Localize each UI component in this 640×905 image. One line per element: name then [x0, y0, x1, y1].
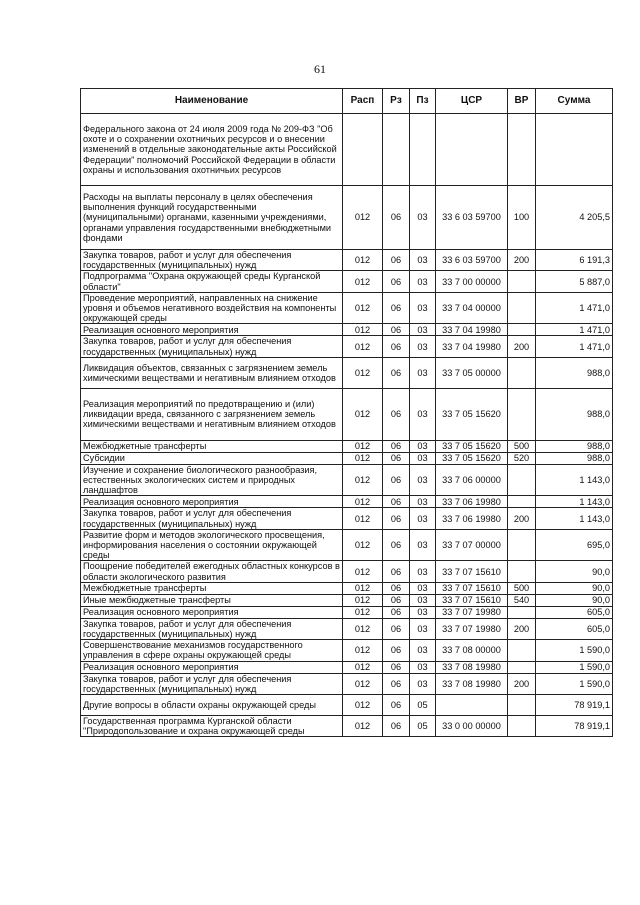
cell-csr: 33 7 04 19980: [436, 336, 508, 357]
table-row: [81, 673, 613, 694]
cell-sum: 695,0: [536, 529, 613, 561]
cell-pz: 03: [410, 529, 436, 561]
cell-rasp: 012: [343, 271, 383, 292]
cell-pz: 03: [410, 292, 436, 324]
cell-csr: 33 6 03 59700: [436, 186, 508, 250]
cell-pz: [410, 114, 436, 186]
cell-sum: 90,0: [536, 561, 613, 582]
cell-name: Межбюджетные трансферты: [81, 440, 343, 452]
cell-csr: 33 7 05 00000: [436, 357, 508, 388]
table-row: [81, 464, 613, 496]
table-row: [81, 496, 613, 508]
cell-rz: 06: [383, 561, 410, 582]
cell-csr: 33 6 03 59700: [436, 250, 508, 271]
cell-vr: [508, 496, 536, 508]
cell-rasp: 012: [343, 529, 383, 561]
cell-rasp: 012: [343, 618, 383, 639]
cell-csr: 33 7 08 19980: [436, 673, 508, 694]
cell-pz: 03: [410, 594, 436, 606]
cell-vr: [508, 529, 536, 561]
table-row: [81, 695, 613, 716]
cell-name: Реализация мероприятий по предотвращению и (или) ликвидации вреда, связанного с загрязнением земель химическими веществами и негативным влиянием отходов: [81, 388, 343, 440]
cell-name: Реализация основного мероприятия: [81, 496, 343, 508]
cell-sum: 5 887,0: [536, 271, 613, 292]
cell-name: Закупка товаров, работ и услуг для обеспечения государственных (муниципальных) нужд: [81, 673, 343, 694]
table-row: [81, 336, 613, 357]
cell-vr: [508, 561, 536, 582]
table-row: [81, 594, 613, 606]
cell-rasp: 012: [343, 695, 383, 716]
cell-name: Совершенствование механизмов государственного управления в сфере охраны окружающей среды: [81, 640, 343, 661]
cell-csr: 33 7 07 15610: [436, 582, 508, 594]
cell-name: Закупка товаров, работ и услуг для обеспечения государственных (муниципальных) нужд: [81, 508, 343, 529]
cell-name: Другие вопросы в области охраны окружающей среды: [81, 695, 343, 716]
cell-rasp: 012: [343, 508, 383, 529]
cell-name: Подпрограмма "Охрана окружающей среды Курганской области": [81, 271, 343, 292]
header-vr: ВР: [508, 89, 536, 114]
cell-csr: 33 7 07 15610: [436, 561, 508, 582]
cell-rasp: 012: [343, 673, 383, 694]
cell-name: Изучение и сохранение биологического разнообразия, естественных экологических систем и природных ландшафтов: [81, 464, 343, 496]
cell-sum: 1 143,0: [536, 464, 613, 496]
cell-vr: [508, 292, 536, 324]
cell-vr: 200: [508, 673, 536, 694]
table-row: [81, 661, 613, 673]
table-row: [81, 529, 613, 561]
cell-csr: 33 7 07 00000: [436, 529, 508, 561]
cell-vr: 100: [508, 186, 536, 250]
cell-vr: [508, 606, 536, 618]
cell-pz: 03: [410, 606, 436, 618]
cell-rz: 06: [383, 292, 410, 324]
cell-pz: 05: [410, 695, 436, 716]
cell-vr: [508, 388, 536, 440]
cell-vr: [508, 716, 536, 737]
cell-rz: 06: [383, 440, 410, 452]
cell-pz: 03: [410, 388, 436, 440]
cell-name: Межбюджетные трансферты: [81, 582, 343, 594]
cell-name: Расходы на выплаты персоналу в целях обеспечения выполнения функций государственными (муниципальными) органами, казенными учреждениями, органами управления государственными внебюджетными фондами: [81, 186, 343, 250]
cell-vr: [508, 271, 536, 292]
cell-name: Поощрение победителей ежегодных областных конкурсов в области экологического развития: [81, 561, 343, 582]
cell-rasp: 012: [343, 606, 383, 618]
cell-sum: 988,0: [536, 357, 613, 388]
cell-sum: 1 590,0: [536, 673, 613, 694]
cell-vr: [508, 640, 536, 661]
cell-name: Ликвидация объектов, связанных с загрязнением земель химическими веществами и негативным влиянием отходов: [81, 357, 343, 388]
header-rasp: Расп: [343, 89, 383, 114]
cell-csr: 33 7 08 19980: [436, 661, 508, 673]
cell-rasp: 012: [343, 452, 383, 464]
cell-pz: 03: [410, 661, 436, 673]
cell-rz: 06: [383, 716, 410, 737]
cell-pz: 03: [410, 508, 436, 529]
cell-pz: 03: [410, 186, 436, 250]
cell-rasp: 012: [343, 716, 383, 737]
cell-csr: 33 7 07 19980: [436, 618, 508, 639]
cell-rasp: 012: [343, 324, 383, 336]
cell-pz: 05: [410, 716, 436, 737]
cell-vr: 500: [508, 440, 536, 452]
cell-sum: 1 143,0: [536, 508, 613, 529]
cell-rasp: 012: [343, 336, 383, 357]
cell-sum: 1 471,0: [536, 336, 613, 357]
cell-pz: 03: [410, 618, 436, 639]
cell-sum: 1 471,0: [536, 324, 613, 336]
cell-rasp: 012: [343, 292, 383, 324]
cell-rz: 06: [383, 661, 410, 673]
cell-sum: 988,0: [536, 452, 613, 464]
cell-pz: 03: [410, 464, 436, 496]
cell-csr: 33 7 06 00000: [436, 464, 508, 496]
cell-name: Государственная программа Курганской области "Природопользование и охрана окружающей среды: [81, 716, 343, 737]
cell-vr: [508, 661, 536, 673]
cell-sum: 605,0: [536, 606, 613, 618]
cell-csr: [436, 695, 508, 716]
cell-name: Реализация основного мероприятия: [81, 661, 343, 673]
cell-rz: 06: [383, 357, 410, 388]
cell-csr: 33 7 00 00000: [436, 271, 508, 292]
cell-csr: 33 7 04 19980: [436, 324, 508, 336]
cell-pz: 03: [410, 496, 436, 508]
cell-name: Закупка товаров, работ и услуг для обеспечения государственных (муниципальных) нужд: [81, 250, 343, 271]
cell-csr: 33 0 00 00000: [436, 716, 508, 737]
cell-csr: 33 7 06 19980: [436, 496, 508, 508]
cell-rz: 06: [383, 582, 410, 594]
cell-pz: 03: [410, 357, 436, 388]
cell-rasp: 012: [343, 464, 383, 496]
table-row: [81, 271, 613, 292]
cell-csr: 33 7 08 00000: [436, 640, 508, 661]
cell-rz: 06: [383, 452, 410, 464]
cell-rz: 06: [383, 673, 410, 694]
cell-rasp: 012: [343, 661, 383, 673]
cell-sum: 1 471,0: [536, 292, 613, 324]
cell-csr: [436, 114, 508, 186]
table-row: [81, 250, 613, 271]
cell-vr: 200: [508, 508, 536, 529]
cell-sum: 1 590,0: [536, 640, 613, 661]
cell-rz: 06: [383, 508, 410, 529]
cell-rasp: 012: [343, 640, 383, 661]
cell-sum: 6 191,3: [536, 250, 613, 271]
table-row: [81, 440, 613, 452]
cell-rz: [383, 114, 410, 186]
cell-name: Развитие форм и методов экологического просвещения, информирования населения о состоянии окружающей среды: [81, 529, 343, 561]
cell-rasp: 012: [343, 440, 383, 452]
table-row: [81, 640, 613, 661]
table-row: [81, 292, 613, 324]
cell-pz: 03: [410, 582, 436, 594]
cell-rz: 06: [383, 594, 410, 606]
header-pz: Пз: [410, 89, 436, 114]
cell-pz: 03: [410, 250, 436, 271]
cell-sum: 4 205,5: [536, 186, 613, 250]
cell-vr: 200: [508, 250, 536, 271]
cell-sum: 1 143,0: [536, 496, 613, 508]
page-number: 61: [314, 62, 326, 76]
table-row: [81, 452, 613, 464]
cell-csr: 33 7 05 15620: [436, 388, 508, 440]
table-row: [81, 324, 613, 336]
table-row: [81, 582, 613, 594]
table-row: [81, 561, 613, 582]
cell-vr: 200: [508, 336, 536, 357]
cell-vr: [508, 464, 536, 496]
cell-sum: [536, 114, 613, 186]
cell-csr: 33 7 06 19980: [436, 508, 508, 529]
cell-csr: 33 7 05 15620: [436, 452, 508, 464]
cell-rasp: 012: [343, 250, 383, 271]
cell-csr: 33 7 07 19980: [436, 606, 508, 618]
cell-pz: 03: [410, 673, 436, 694]
cell-rz: 06: [383, 496, 410, 508]
cell-sum: 1 590,0: [536, 661, 613, 673]
cell-rz: 06: [383, 388, 410, 440]
cell-name: Закупка товаров, работ и услуг для обеспечения государственных (муниципальных) нужд: [81, 618, 343, 639]
cell-vr: 200: [508, 618, 536, 639]
table-row: [81, 186, 613, 250]
table-row: [81, 716, 613, 737]
cell-rz: 06: [383, 250, 410, 271]
cell-rz: 06: [383, 529, 410, 561]
table-row: [81, 114, 613, 186]
cell-sum: 90,0: [536, 582, 613, 594]
cell-rz: 06: [383, 640, 410, 661]
cell-sum: 605,0: [536, 618, 613, 639]
table-row: [81, 357, 613, 388]
table-header-row: [81, 89, 613, 114]
cell-name: Федерального закона от 24 июля 2009 года № 209-ФЗ "Об охоте и о сохранении охотничьих ресурсов и о внесении изменений в отдельные законодательные акты Российской Федерации" полномочий Российской Федерации в области охраны и использования охотничьих ресурсов: [81, 114, 343, 186]
cell-vr: 500: [508, 582, 536, 594]
cell-rasp: [343, 114, 383, 186]
header-name: Наименование: [81, 89, 343, 114]
cell-pz: 03: [410, 271, 436, 292]
cell-name: Субсидии: [81, 452, 343, 464]
cell-rasp: 012: [343, 388, 383, 440]
cell-name: Проведение мероприятий, направленных на снижение уровня и объемов негативного воздействия на компоненты окружающей среды: [81, 292, 343, 324]
cell-csr: 33 7 07 15610: [436, 594, 508, 606]
cell-pz: 03: [410, 452, 436, 464]
cell-pz: 03: [410, 640, 436, 661]
cell-rz: 06: [383, 324, 410, 336]
table-row: [81, 606, 613, 618]
table-row: [81, 618, 613, 639]
cell-rz: 06: [383, 695, 410, 716]
cell-pz: 03: [410, 440, 436, 452]
cell-csr: 33 7 05 15620: [436, 440, 508, 452]
cell-name: Закупка товаров, работ и услуг для обеспечения государственных (муниципальных) нужд: [81, 336, 343, 357]
table-row: [81, 508, 613, 529]
cell-rasp: 012: [343, 561, 383, 582]
cell-rz: 06: [383, 271, 410, 292]
cell-rz: 06: [383, 336, 410, 357]
cell-pz: 03: [410, 561, 436, 582]
cell-rasp: 012: [343, 594, 383, 606]
cell-sum: 988,0: [536, 440, 613, 452]
cell-sum: 90,0: [536, 594, 613, 606]
cell-rz: 06: [383, 464, 410, 496]
cell-rz: 06: [383, 186, 410, 250]
cell-vr: [508, 357, 536, 388]
cell-pz: 03: [410, 324, 436, 336]
budget-table: [80, 88, 613, 737]
cell-vr: [508, 114, 536, 186]
cell-rasp: 012: [343, 496, 383, 508]
cell-pz: 03: [410, 336, 436, 357]
cell-vr: 540: [508, 594, 536, 606]
cell-csr: 33 7 04 00000: [436, 292, 508, 324]
cell-vr: [508, 324, 536, 336]
header-sum: Сумма: [536, 89, 613, 114]
header-csr: ЦСР: [436, 89, 508, 114]
table-row: [81, 388, 613, 440]
cell-rasp: 012: [343, 186, 383, 250]
cell-name: Иные межбюджетные трансферты: [81, 594, 343, 606]
cell-vr: 520: [508, 452, 536, 464]
cell-rz: 06: [383, 606, 410, 618]
cell-rasp: 012: [343, 582, 383, 594]
cell-sum: 78 919,1: [536, 695, 613, 716]
header-rz: Рз: [383, 89, 410, 114]
cell-sum: 78 919,1: [536, 716, 613, 737]
cell-name: Реализация основного мероприятия: [81, 606, 343, 618]
cell-vr: [508, 695, 536, 716]
cell-rz: 06: [383, 618, 410, 639]
cell-rasp: 012: [343, 357, 383, 388]
cell-sum: 988,0: [536, 388, 613, 440]
cell-name: Реализация основного мероприятия: [81, 324, 343, 336]
